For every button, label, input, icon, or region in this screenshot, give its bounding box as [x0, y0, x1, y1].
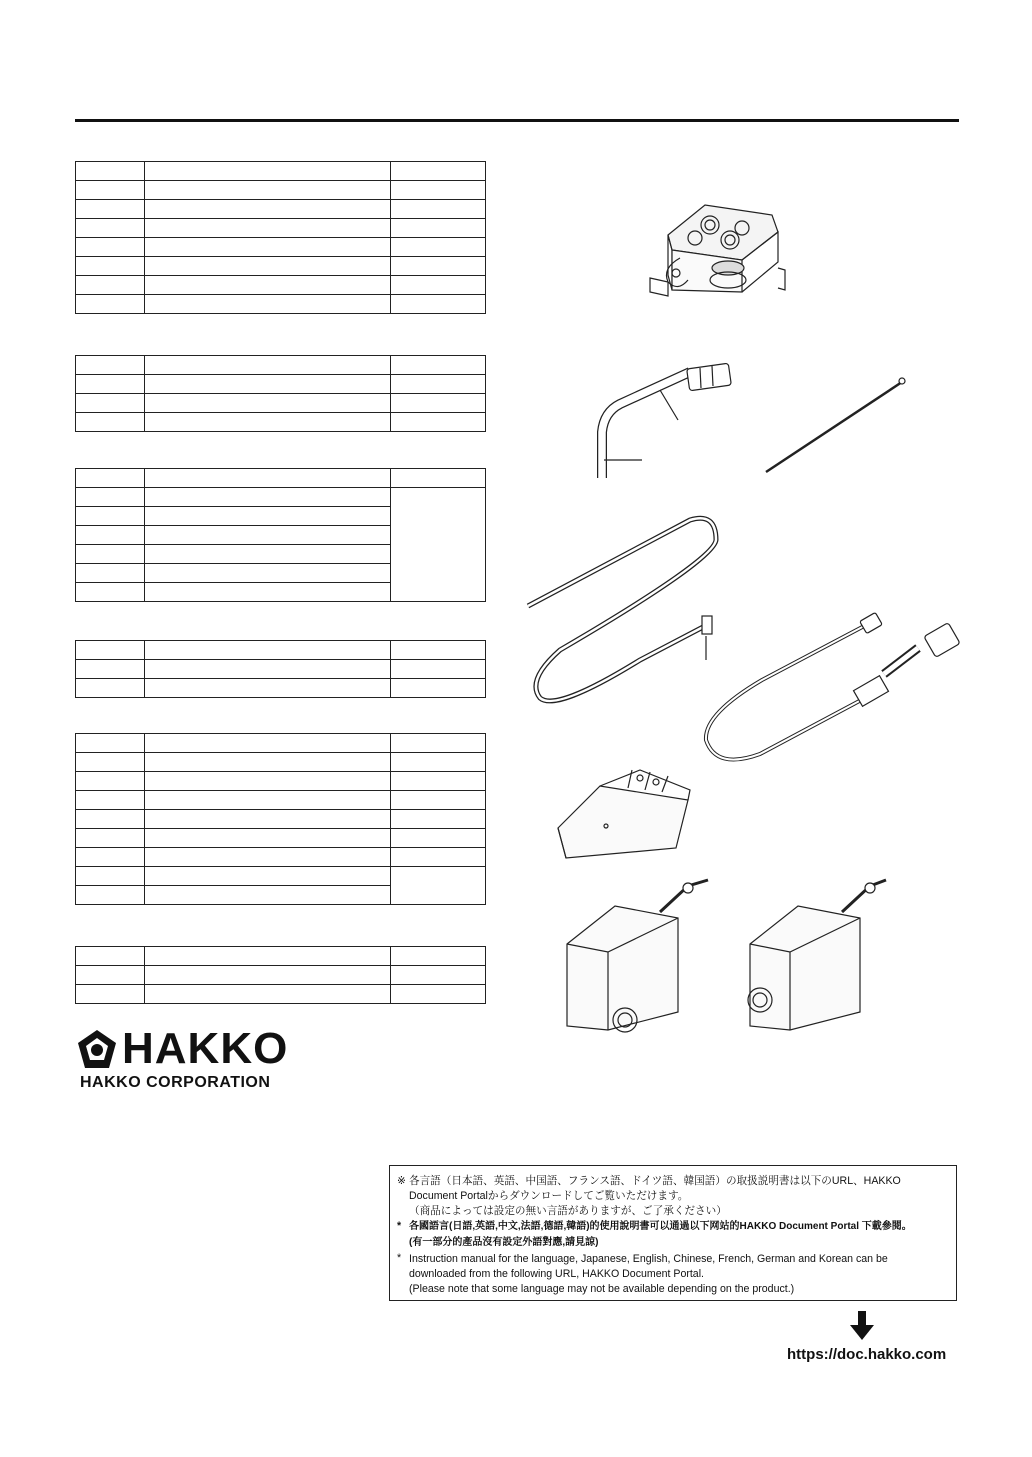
table-row: [76, 734, 486, 753]
notice-jp-line1: 各言語（日本語、英語、中国語、フランス語、ドイツ語、韓国語）の取扱説明書は以下のURL、HAKKO: [409, 1175, 901, 1187]
parts-table-6: [75, 946, 486, 1004]
manual-download-notice: [389, 1165, 957, 1301]
parts-table-3: [75, 468, 486, 602]
table-row: [76, 810, 486, 829]
table-row: [76, 488, 486, 507]
notice-tw-line1: 各國語言(日語,英語,中文,法語,德語,韓語)的使用說明書可以通過以下网站的HAKKO Document Portal 下載參閱。: [409, 1221, 912, 1232]
logo-corporation-text: HAKKO CORPORATION: [80, 1074, 271, 1091]
notice-jp-marker: ※: [397, 1175, 406, 1187]
parts-table-4: [75, 640, 486, 698]
notice-en-line2: downloaded from the following URL, HAKKO Document Portal.: [409, 1268, 705, 1280]
table-row: [76, 413, 486, 432]
table-row: [76, 162, 486, 181]
table-row: [76, 848, 486, 867]
table-row: [76, 219, 486, 238]
notice-en-line3: (Please note that some language may not be available depending on the product.): [409, 1283, 795, 1295]
notice-tw-marker: *: [397, 1220, 402, 1232]
table-row: [76, 238, 486, 257]
nozzle-pipe-illustration: [602, 363, 731, 478]
logo-brand-text: HAKKO: [122, 1024, 289, 1073]
table-row: [76, 791, 486, 810]
table-row: [76, 985, 486, 1004]
table-row: [76, 295, 486, 314]
notice-jp-line2: Document Portalからダウンロードしてご覧いただけます。: [409, 1190, 689, 1202]
tube-loop-illustration: [528, 518, 716, 701]
table-row: [76, 394, 486, 413]
table-row: [76, 867, 486, 886]
table-row: [76, 641, 486, 660]
power-unit-right-illustration: [748, 880, 886, 1030]
document-portal-url[interactable]: https://doc.hakko.com: [787, 1346, 947, 1363]
holder-illustration: [558, 770, 690, 858]
table-row: [76, 947, 486, 966]
table-row: [76, 829, 486, 848]
heater-block-illustration: [650, 205, 785, 296]
notice-en-line1: Instruction manual for the language, Japanese, English, Chinese, French, German and Korean can be: [409, 1253, 888, 1265]
cleaning-pin-illustration: [766, 378, 905, 472]
table-row: [76, 181, 486, 200]
table-row: [76, 966, 486, 985]
parts-table-1: [75, 161, 486, 314]
hakko-logo: [76, 1024, 336, 1098]
table-row: [76, 660, 486, 679]
table-row: [76, 375, 486, 394]
table-row: [76, 772, 486, 791]
hakko-logo-mark-icon: [76, 1028, 118, 1072]
table-row: [76, 276, 486, 295]
notice-en-marker: *: [397, 1252, 402, 1264]
parts-illustrations: [500, 190, 960, 1050]
table-row: [76, 679, 486, 698]
parts-table-5: [75, 733, 486, 905]
down-arrow-icon: [848, 1311, 876, 1341]
table-row: [76, 200, 486, 219]
table-row: [76, 257, 486, 276]
cable-connector-illustration: [706, 612, 960, 759]
table-row: [76, 753, 486, 772]
notice-tw-line2: (有一部分的產品沒有設定外語對應,請見諒): [409, 1237, 599, 1248]
top-rule: [75, 119, 959, 122]
parts-table-2: [75, 355, 486, 432]
table-row: [76, 356, 486, 375]
power-unit-left-illustration: [567, 880, 708, 1032]
notice-jp-line3: （商品によっては設定の無い言語がありますが、ご了承ください）: [409, 1205, 727, 1217]
table-row: [76, 469, 486, 488]
